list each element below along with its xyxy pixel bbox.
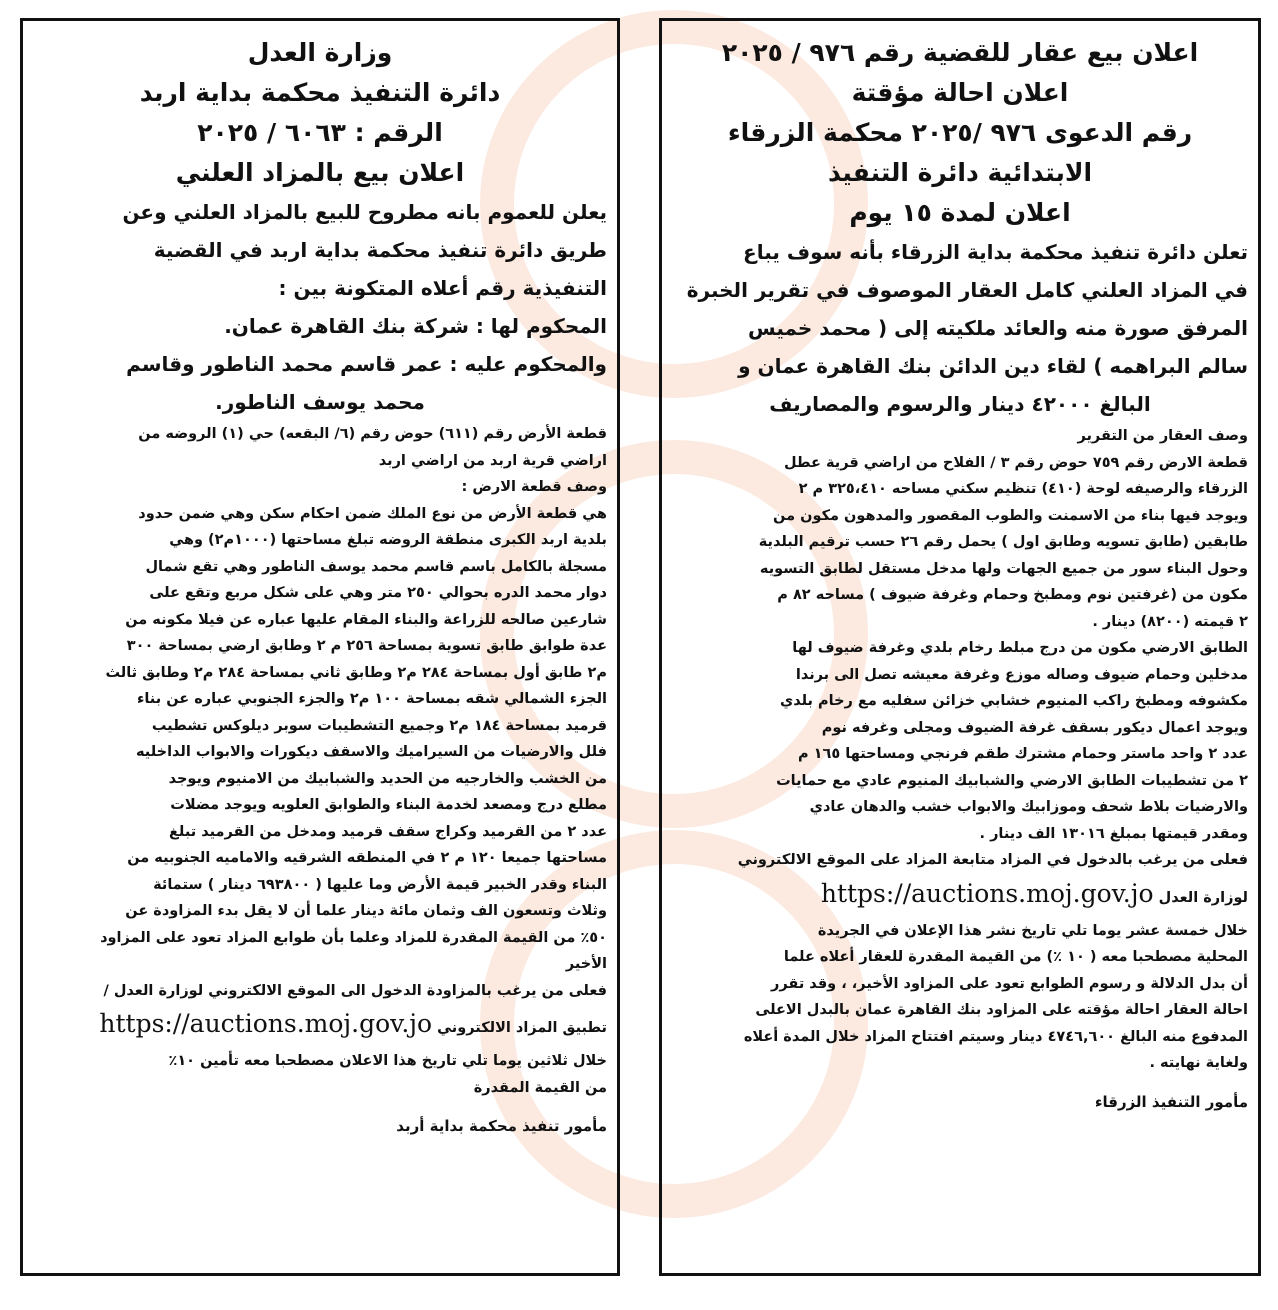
url-line <box>33 1004 607 1048</box>
body-line: مسجلة بالكامل باسم قاسم محمد يوسف الناطور وهي تقع شمال <box>145 558 607 575</box>
closing-line: خلال خمسة عشر يوما تلي تاريخ نشر هذا الإعلان في الجريدة <box>817 922 1248 939</box>
intro-line: تعلن دائرة تنفيذ محكمة بداية الزرقاء بأنه سوف يباع <box>743 240 1248 264</box>
body-line: ويوجد فيها بناء من الاسمنت والطوب المقصور والمدهون مكون من <box>773 507 1248 524</box>
department-title: دائرة التنفيذ محكمة بداية اربد <box>139 78 501 107</box>
notice-title-line: الابتدائية دائرة التنفيذ <box>827 158 1093 187</box>
url-line <box>672 874 1248 918</box>
body-line: عدة طوابق طابق تسوية بمساحة ٢٥٦ م ٢ وطابق ارضي بمساحة ٣٠٠ <box>126 638 607 654</box>
notice-title-line: اعلان بيع عقار للقضية رقم ٩٧٦ / ٢٠٢٥ <box>721 38 1199 67</box>
body-line: طابقين (طابق تسويه وطابق اول ) يحمل رقم ٢٦ حسب ترقيم البلدية <box>758 534 1248 550</box>
body-line: الطابق الارضي مكون من درج مبلط رخام بلدي وغرفة ضيوف لها <box>792 640 1248 656</box>
body-line: الأخير <box>565 956 607 972</box>
url-prefix: تطبيق المزاد الالكتروني <box>437 1020 607 1036</box>
body-line: شارعين صالحه للزراعة والبناء المقام عليها عباره عن فيلا مكونه من <box>125 611 607 628</box>
closing-line: المحلية مصطحبا معه ( ١٠ ٪) من القيمة المقدرة للعقار أعلاه علما <box>783 949 1248 965</box>
property-description <box>33 421 607 1004</box>
body-line: عدد ٢ من القرميد وكراج سقف قرميد ومدخل من القرميد تبلغ <box>169 823 607 840</box>
intro-paragraph <box>672 233 1248 423</box>
notice-title-line: اعلان احالة مؤقتة <box>851 78 1069 107</box>
intro-line: المرفق صورة منه والعائد ملكيته إلى ( محمد خميس <box>748 316 1248 340</box>
body-line: البناء وقدر الخبير قيمة الأرض وما عليها ( ٦٩٣٨٠٠ دينار ) ستمائة <box>153 876 607 893</box>
notice-title-line: رقم الدعوى ٩٧٦ /٢٠٢٥ محكمة الزرقاء <box>727 118 1193 147</box>
intro-line: والمحكوم عليه : عمر قاسم محمد الناطور وقاسم <box>126 352 607 376</box>
body-line: وحول البناء سور من جميع الجهات ولها مدخل مستقل لطابق التسويه <box>759 560 1248 577</box>
irbid-auction-notice <box>20 18 620 1276</box>
property-description <box>672 423 1248 874</box>
body-line: ومقدر قيمتها بمبلغ ١٣٠١٦ الف دينار . <box>979 825 1248 842</box>
body-line: قطعة الأرض رقم (٦١١) حوض رقم (٦/ البقعه) حي (١) الروضه من <box>138 426 607 442</box>
body-line: فلل والارضيات من السيراميك والاسقف ديكورات والابواب الداخليه <box>135 744 607 760</box>
reference-number: الرقم : ٦٠٦٣ / ٢٠٢٥ <box>197 118 443 147</box>
closing-line: أن بدل الدلالة و رسوم الطوابع تعود على المزاود الأخير، ، وقد تقرر <box>771 975 1248 992</box>
body-line: وصف قطعة الارض : <box>461 479 607 495</box>
body-line: من الخشب والخارجيه من الحديد والشبابيك من الامنيوم ويوجد <box>168 770 607 787</box>
ministry-title: وزارة العدل <box>247 38 393 67</box>
body-line: بلدية اربد الكبرى منطقة الروضه تبلغ مساحتها (١٠٠٠م٢) وهي <box>169 532 607 548</box>
body-line: ٥٠٪ من القيمة المقدرة للمزاد وعلما بأن طوابع المزاد تعود على المزاود <box>100 929 607 946</box>
auction-url-link[interactable]: https://auctions.moj.gov.jo <box>820 878 1154 908</box>
closing-line: خلال ثلاثين يوما تلي تاريخ هذا الاعلان مصطحبا معه تأمين ١٠٪ <box>168 1053 607 1069</box>
body-line: مكشوفه ومطبخ راكب المنيوم خشابي خزائن سفليه مع رخام بلدي <box>779 693 1248 709</box>
body-line: وصف العقار من التقرير <box>1077 428 1248 444</box>
intro-paragraph <box>33 193 607 421</box>
intro-line: في المزاد العلني كامل العقار الموصوف في تقرير الخبرة <box>686 278 1248 302</box>
body-line: مدخلين وحمام ضيوف وصاله موزع وغرفة معيشه تصل الى برندا <box>795 666 1248 683</box>
body-line: ويوجد اعمال ديكور بسقف غرفة الضيوف ومجلى وغرفه نوم <box>821 719 1248 736</box>
body-line: وثلاث وتسعون الف وثمان مائة دينار علما أن لا يقل بدء المزاودة عن <box>125 903 607 919</box>
notice-title-line: اعلان لمدة ١٥ يوم <box>849 198 1071 227</box>
body-line: فعلى من يرغب بالمزاودة الدخول الى الموقع الالكتروني لوزارة العدل / <box>103 982 607 999</box>
body-line: فعلى من يرغب بالدخول في المزاد متابعة المزاد على الموقع الالكتروني <box>737 852 1248 868</box>
announcement-title: اعلان بيع بالمزاد العلني <box>175 158 465 187</box>
body-line: قطعة الارض رقم ٧٥٩ حوض رقم ٣ / الفلاح من اراضي قرية عطل <box>783 454 1248 471</box>
closing-line: من القيمة المقدرة <box>473 1079 607 1096</box>
body-line: عدد ٢ واحد ماستر وحمام مشترك طقم فرنجي ومساحتها ١٦٥ م <box>797 746 1248 762</box>
body-line: والارضيات بلاط شحف وموزابيك والابواب خشب والدهان عادي <box>809 799 1248 815</box>
intro-line: محمد يوسف الناطور. <box>215 390 425 414</box>
intro-line: التنفيذية رقم أعلاه المتكونة بين : <box>278 276 607 300</box>
body-line: مكون من (غرفتين نوم ومطبخ وحمام وغرفة ضيوف ) مساحه ٨٢ م <box>777 587 1248 603</box>
closing-line: احالة العقار احالة مؤقته على المزاود بنك القاهرة عمان بالبدل الاعلى <box>755 1002 1248 1018</box>
body-line: مساحتها جميعا ١٢٠ م ٢ في المنطقه الشرقيه والاماميه الجنوبيه من <box>127 850 607 866</box>
intro-line: طريق دائرة تنفيذ محكمة بداية اربد في القضية <box>153 238 607 262</box>
auction-url-link[interactable]: https://auctions.moj.gov.jo <box>99 1009 433 1038</box>
closing-line: المدفوع منه البالغ ٤٧٤٦,٦٠٠ دينار وسيتم افتتاح المزاد خلال المدة أعلاه <box>743 1028 1248 1045</box>
body-line: الجزء الشمالي شقه بمساحة ١٠٠ م٢ والجزء الجنوبي عباره عن بناء <box>136 691 607 707</box>
signature: مأمور التنفيذ الزرقاء <box>1094 1092 1248 1111</box>
body-line: هي قطعة الأرض من نوع الملك ضمن احكام سكن وهي ضمن حدود <box>138 505 607 522</box>
closing-line: ولغاية نهايته . <box>1149 1055 1248 1071</box>
zarqa-property-sale-notice <box>659 18 1261 1276</box>
body-line: ٢ من تشطيبات الطابق الارضي والشبابيك المنيوم عادي مع حمايات <box>776 772 1248 789</box>
body-line: م٢ طابق أول بمساحة ٢٨٤ م٢ وطابق ثاني بمساحة ٢٨٤ م٢ وطابق ثالث <box>105 664 607 681</box>
body-line: قرميد بمساحة ١٨٤ م٢ وجميع التشطيبات سوبر ديلوكس تشطيب <box>151 717 607 734</box>
body-line: مطلع درج ومصعد لخدمة البناء والطوابق العلويه ويوجد مضلات <box>170 797 607 813</box>
body-line: دوار محمد الدره بحوالي ٢٥٠ متر وهي على شكل مربع وتقع على <box>149 585 607 601</box>
intro-line: المحكوم لها : شركة بنك القاهرة عمان. <box>224 314 607 338</box>
url-prefix: لوزارة العدل <box>1158 889 1248 906</box>
body-line: ٢ قيمته (٨٢٠٠) دينار . <box>1092 613 1248 630</box>
body-line: الزرقاء والرصيفه لوحة (٤١٠) تنظيم سكني مساحه ٣٢٥،٤١٠ م ٢ <box>798 481 1248 497</box>
intro-line: يعلن للعموم بانه مطروح للبيع بالمزاد العلني وعن <box>122 200 607 224</box>
body-line: اراضي قرية اربد من اراضي اربد <box>378 452 607 469</box>
intro-line: سالم البراهمه ) لقاء دين الدائن بنك القاهرة عمان و <box>738 354 1248 378</box>
signature: مأمور تنفيذ محكمة بداية أربد <box>396 1117 607 1135</box>
intro-line: البالغ ٤٢٠٠٠ دينار والرسوم والمصاريف <box>769 392 1151 416</box>
